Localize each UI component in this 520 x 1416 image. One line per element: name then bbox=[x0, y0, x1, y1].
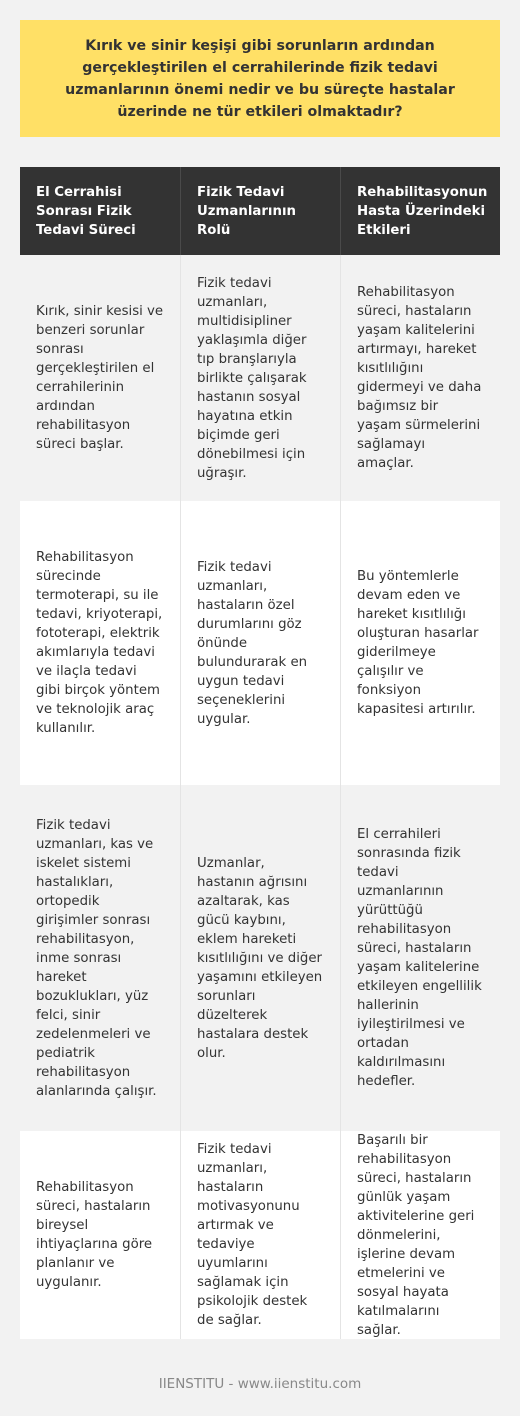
table-cell: El cerrahileri sonrasında fizik tedavi uzmanlarının yürüttüğü rehabilitasyon süreci, hastaların yaşam kalitelerine etkileyen engellilik hallerinin iyileştirilmesi ve ortadan kaldırılmasını hedefler. bbox=[340, 785, 500, 1131]
table-cell: Rehabilitasyon süreci, hastaların yaşam kalitelerini artırmayı, hareket kısıtlılığını gidermeyi ve daha bağımsız bir yaşam sürmelerini sağlamayı amaçlar. bbox=[340, 255, 500, 501]
table-cell: Uzmanlar, hastanın ağrısını azaltarak, kas gücü kaybını, eklem hareketi kısıtlılığını ve diğer yaşamını etkileyen sorunları düzelterek hastalara destek olur. bbox=[180, 785, 340, 1131]
table-cell: Rehabilitasyon süreci, hastaların bireysel ihtiyaçlarına göre planlanır ve uygulanır. bbox=[36, 1180, 153, 1290]
table-row bbox=[20, 255, 500, 501]
title-banner bbox=[20, 20, 500, 137]
table-row bbox=[20, 1131, 500, 1339]
table-cell: Başarılı bir rehabilitasyon süreci, hastaların günlük yaşam aktivitelerine geri dönmelerini, işlerine devam etmelerini ve sosyal hayata katılmalarını sağlar. bbox=[340, 1131, 500, 1339]
content-table bbox=[20, 167, 500, 1339]
table-header-row bbox=[20, 167, 500, 255]
header-cell-role: Fizik Tedavi Uzmanlarının Rolü bbox=[180, 167, 340, 255]
footer-credit: IIENSTITU - www.iienstitu.com bbox=[158, 1376, 362, 1392]
header-cell-effects: Rehabilitasyonun Hasta Üzerindeki Etkileri bbox=[340, 167, 500, 255]
table-cell: Kırık, sinir kesisi ve benzeri sorunlar sonrası gerçekleştirilen el cerrahilerinin ardından rehabilitasyon süreci başlar. bbox=[36, 304, 164, 452]
table-row bbox=[20, 501, 500, 785]
table-cell: Fizik tedavi uzmanları, hastaların motivasyonunu artırmak ve tedaviye uyumlarını sağlamak için psikolojik destek de sağlar. bbox=[180, 1131, 340, 1339]
table-cell: Fizik tedavi uzmanları, multidisipliner yaklaşımla diğer tıp branşlarıyla birlikte çalışarak hastanın sosyal hayatına etkin biçimde geri dönebilmesi için uğraşır. bbox=[180, 255, 340, 501]
table-cell: Fizik tedavi uzmanları, kas ve iskelet sistemi hastalıkları, ortopedik girişimler sonrası rehabilitasyon, inme sonrası hareket bozuklukları, yüz felci, sinir zedelenmeleri ve pediatrik rehabilitasyon alanlarında çalışır. bbox=[36, 817, 157, 1099]
table-cell: Bu yöntemlerle devam eden ve hareket kısıtlılığı oluşturan hasarlar giderilmeye çalışılır ve fonksiyon kapasitesi artırılır. bbox=[340, 501, 500, 785]
header-cell-process: El Cerrahisi Sonrası Fizik Tedavi Süreci bbox=[36, 185, 136, 238]
page-title: Kırık ve sinir keşişi gibi sorunların ardından gerçekleştirilen el cerrahilerinde fizik tedavi uzmanlarının önemi nedir ve bu süreçte hastalar üzerinde ne tür etkileri olmaktadır? bbox=[65, 37, 455, 120]
table-row bbox=[20, 785, 500, 1131]
table-cell: Fizik tedavi uzmanları, hastaların özel durumlarını göz önünde bulundurarak en uygun tedavi seçeneklerini uygular. bbox=[180, 501, 340, 785]
table-cell: Rehabilitasyon sürecinde termoterapi, su ile tedavi, kriyoterapi, fototerapi, elektrik akımlarıyla tedavi ve ilaçla tedavi gibi birçok yöntem ve teknolojik araç kullanılır. bbox=[36, 550, 163, 736]
